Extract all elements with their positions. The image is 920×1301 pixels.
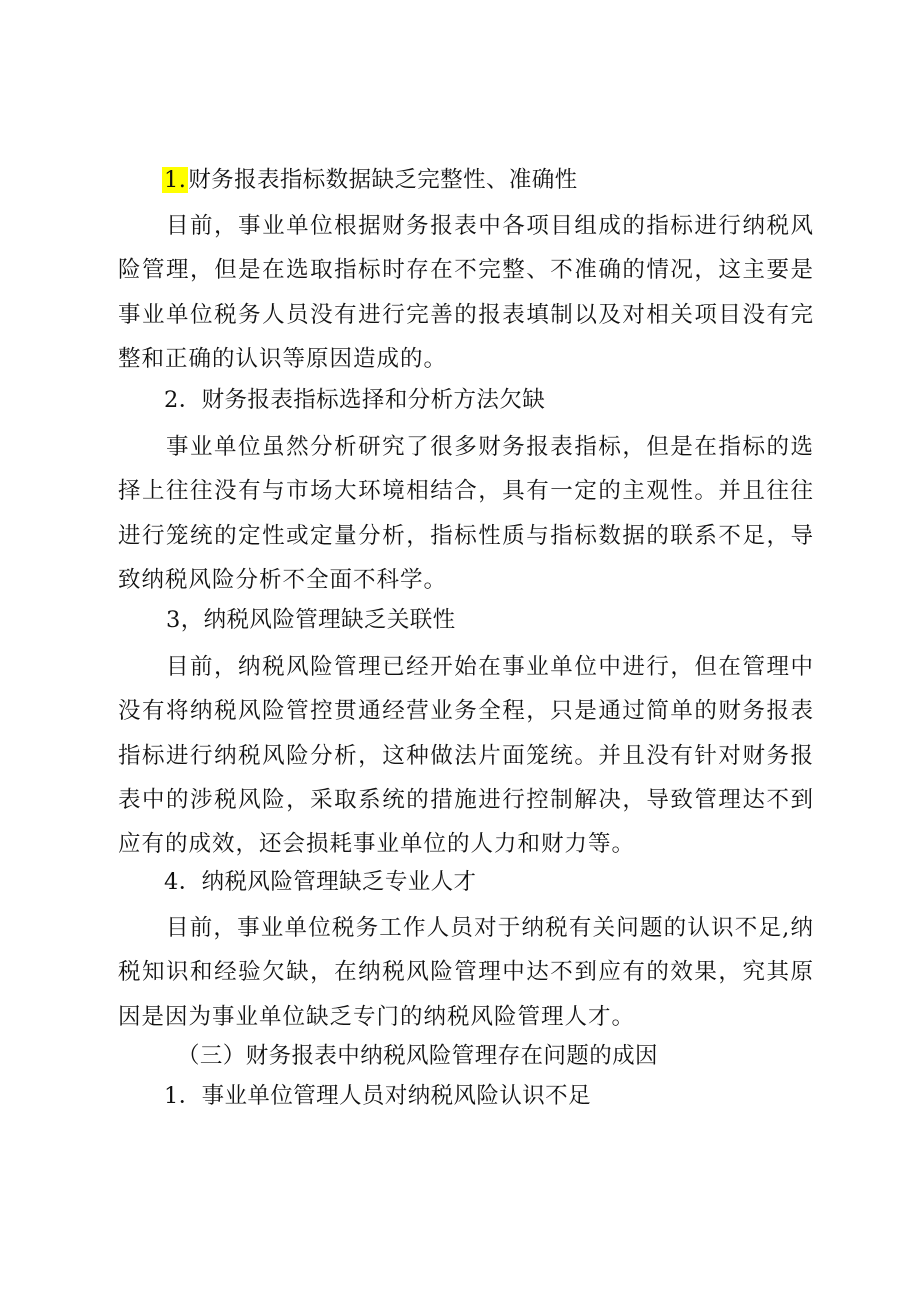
paragraph-3: 目前，纳税风险管理已经开始在事业单位中进行，但在管理中没有将纳税风险管控贯通经营业务全程，只是通过简单的财务报表指标进行纳税风险分析，这种做法片面笼统。并且没有针对财务报表中的涉税风险，采取系统的措施进行控制解决，导致管理达不到应有的成效，还会损耗事业单位的人力和财力等。 [118,654,814,858]
heading-3: 3，纳税风险管理缺乏关联性 [166,607,456,633]
heading-2: 2．财务报表指标选择和分析方法欠缺 [164,387,546,413]
heading-5: （三）财务报表中纳税风险管理存在问题的成因 [177,1043,658,1069]
heading-1-text: 财务报表指标数据缺乏完整性、准确性 [188,167,578,193]
paragraph-4: 目前，事业单位税务工作人员对于纳税有关问题的认识不足,纳税知识和经验欠缺，在纳税风险管理中达不到应有的效果，究其原因是因为事业单位缺乏专门的纳税风险管理人才。 [118,915,814,1030]
heading-4: 4．纳税风险管理缺乏专业人才 [164,869,477,895]
heading-1-number: 1. [164,167,187,193]
paragraph-2: 事业单位虽然分析研究了很多财务报表指标，但是在指标的选择上往往没有与市场大环境相结合，具有一定的主观性。并且往往进行笼统的定性或定量分析，指标性质与指标数据的联系不足，导致纳税风险分析不全面不科学。 [118,434,814,593]
heading-1 [162,165,578,195]
paragraph-1: 目前，事业单位根据财务报表中各项目组成的指标进行纳税风险管理，但是在选取指标时存在不完整、不准确的情况，这主要是事业单位税务人员没有进行完善的报表填制以及对相关项目没有完整和正确的认识等原因造成的。 [118,213,814,372]
heading-6: 1．事业单位管理人员对纳税风险认识不足 [164,1083,591,1109]
